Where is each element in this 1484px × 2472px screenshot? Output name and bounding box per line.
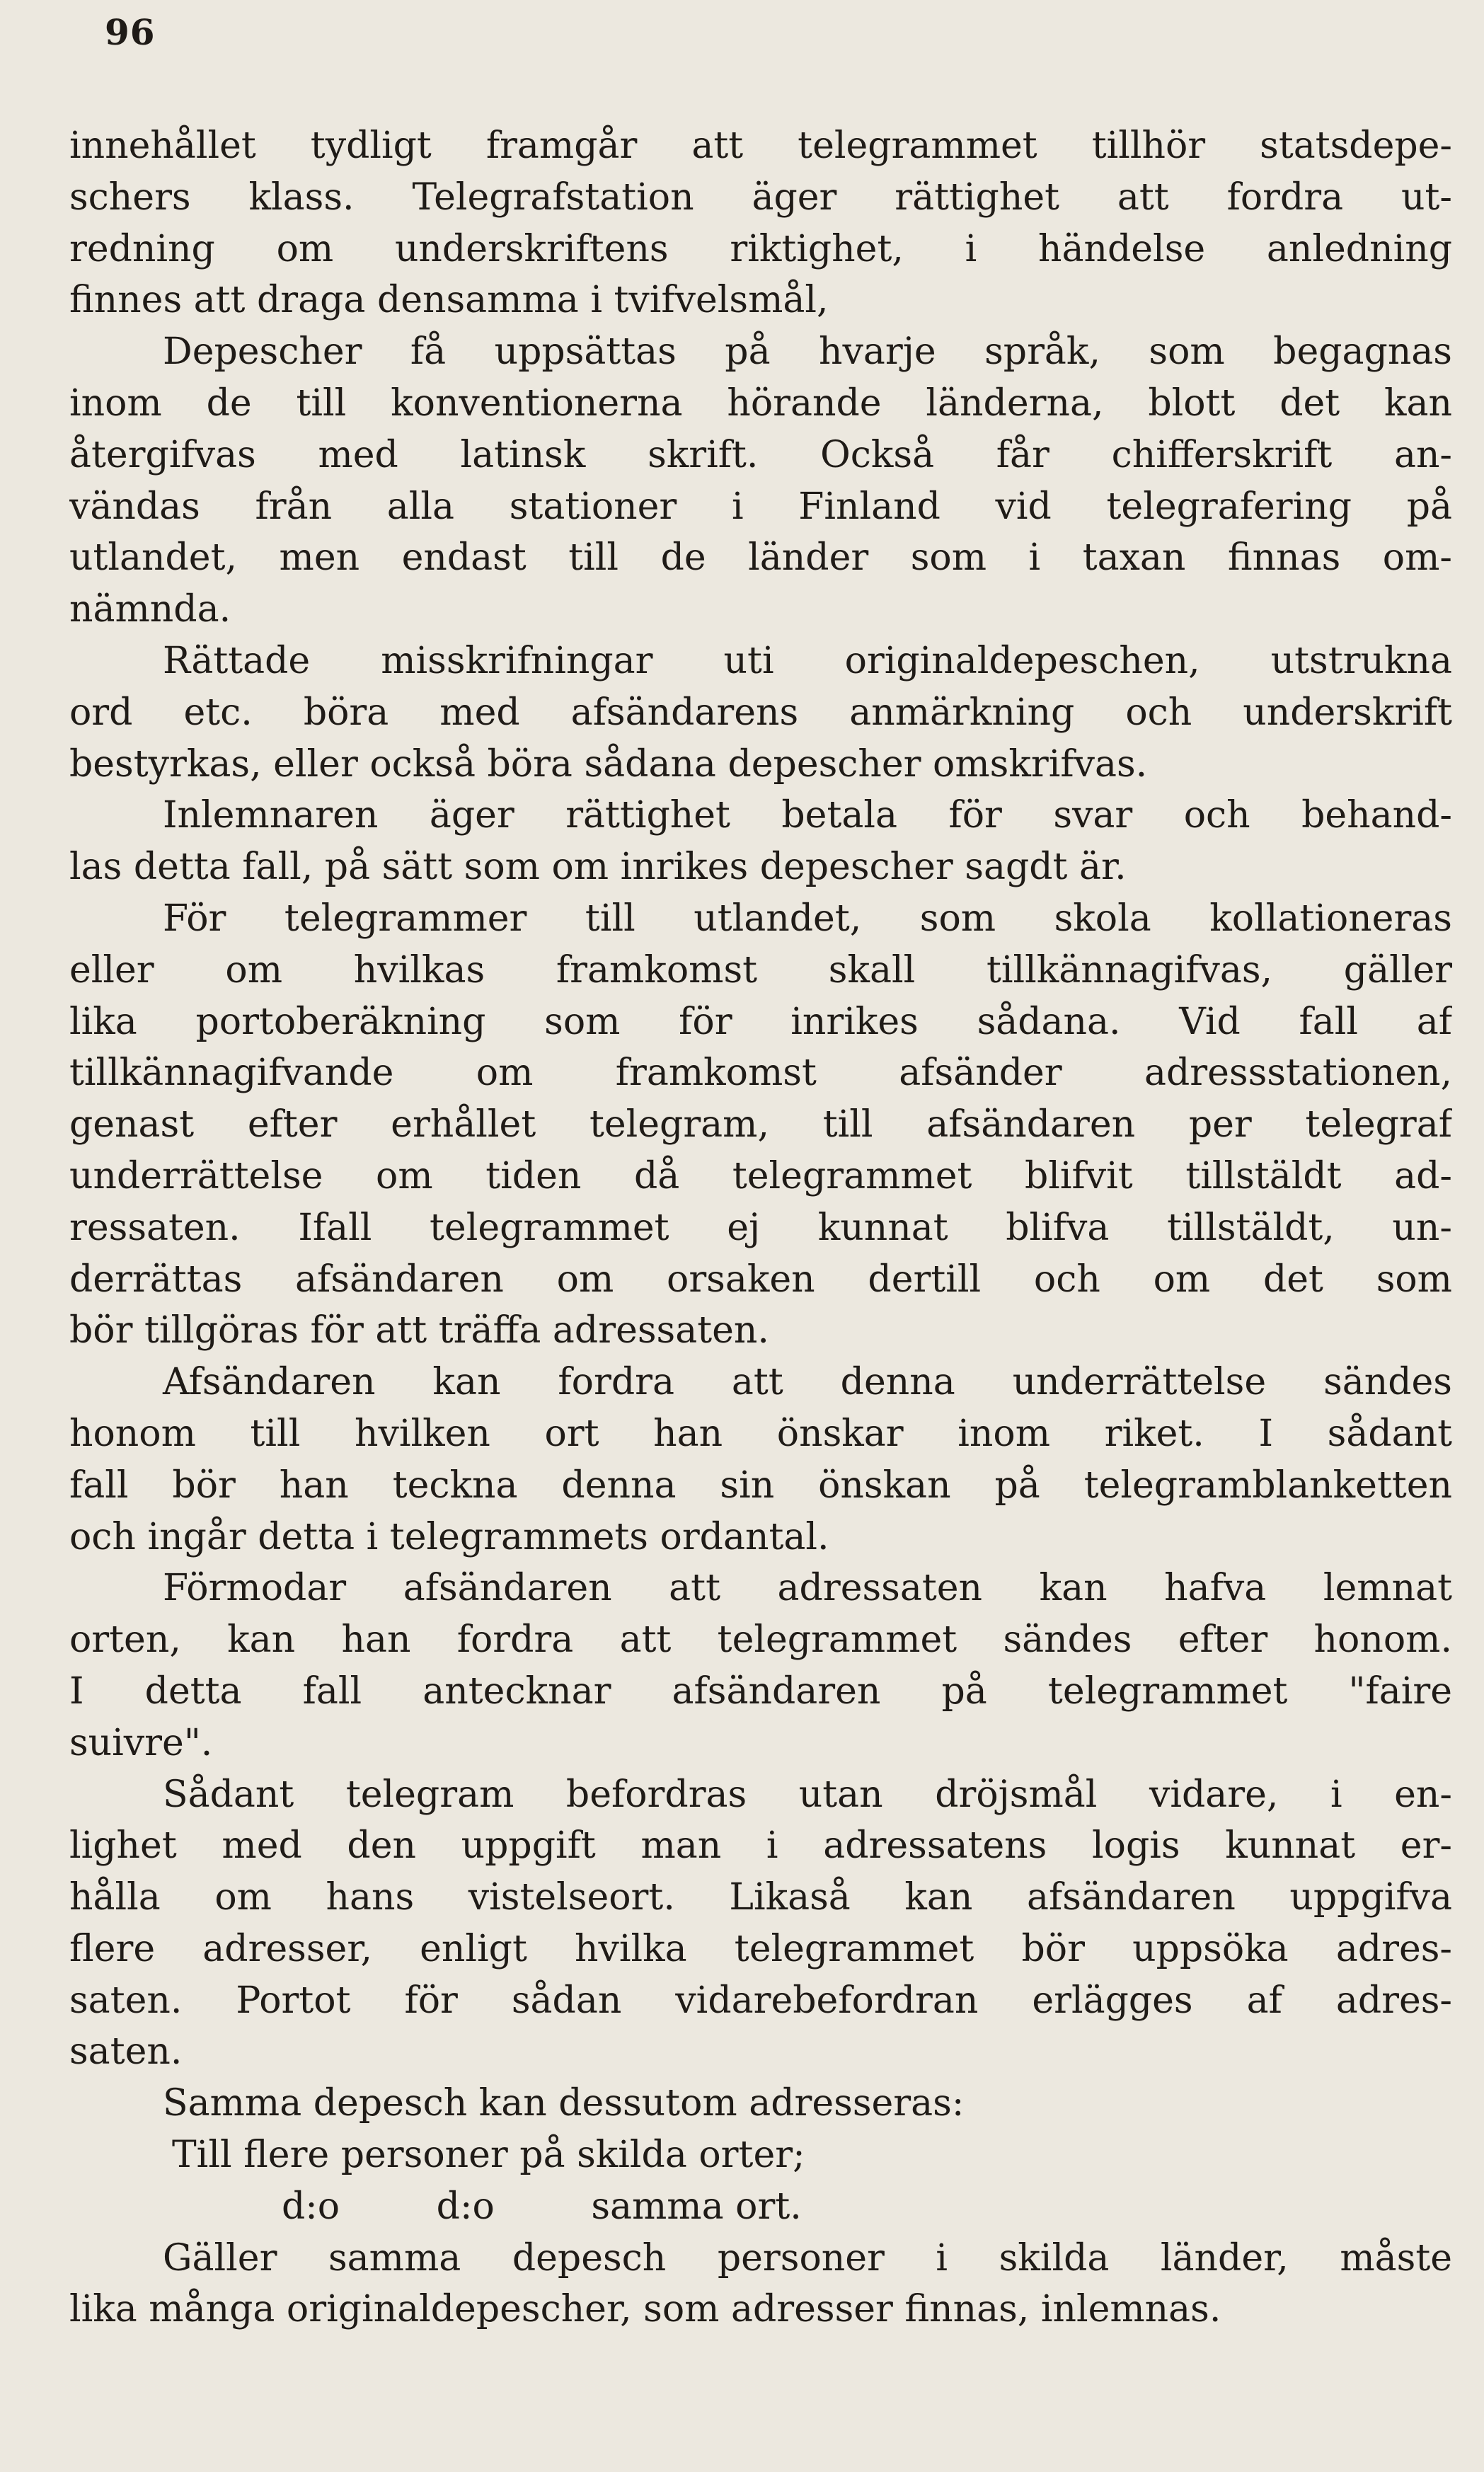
ditto-second: d:o (436, 2185, 495, 2228)
text-line: lighet med den uppgift man i adressatens logis kunnat er- (69, 1824, 1452, 1868)
paragraph-start: Samma depesch kan dessutom adresseras: (163, 2082, 965, 2125)
text-line: finnes att draga densamma i tvifvelsmål, (69, 279, 829, 322)
text-line: derrättas afsändaren om orsaken dertill och om det som (69, 1258, 1452, 1301)
text-line: saten. Portot för sådan vidarebefordran erlägges af adres- (69, 1979, 1452, 2022)
text-line: saten. (69, 2030, 183, 2074)
text-line: suivre". (69, 1721, 213, 1764)
text-line: hålla om hans vistelseort. Likaså kan afsändaren uppgifva (69, 1876, 1452, 1919)
text-line: ressaten. Ifall telegrammet ej kunnat blifva tillstäldt, un- (69, 1206, 1452, 1249)
body-text (69, 120, 1452, 2335)
paragraph-start: Rättade misskrifningar uti originaldepeschen, utstrukna (163, 639, 1452, 682)
paragraph-start: Sådant telegram befordras utan dröjsmål vidare, i en- (163, 1773, 1452, 1816)
text-line: och ingår detta i telegrammets ordantal. (69, 1515, 829, 1558)
text-line: I detta fall antecknar afsändaren på telegrammet "faire (69, 1669, 1452, 1713)
ditto-third: samma ort. (591, 2185, 802, 2228)
list-line: Till flere personer på skilda orter; (172, 2134, 805, 2177)
text-line: innehållet tydligt framgår att telegrammet tillhör statsdepe- (69, 125, 1452, 167)
text-line: flere adresser, enligt hvilka telegrammet bör uppsöka adres- (69, 1927, 1452, 1970)
text-line: schers klass. Telegrafstation äger rättighet att fordra ut- (69, 176, 1452, 219)
ditto-line (69, 2181, 1452, 2233)
paragraph-start: Gäller samma depesch personer i skilda länder, måste (163, 2236, 1452, 2280)
paragraph-start: Förmodar afsändaren att adressaten kan hafva lemnat (163, 1567, 1452, 1610)
text-line: nämnda. (69, 588, 231, 631)
text-line: vändas från alla stationer i Finland vid telegrafering på (69, 485, 1452, 528)
text-line: återgifvas med latinsk skrift. Också får chifferskrift an- (69, 433, 1452, 476)
text-line: ord etc. böra med afsändarens anmärkning och underskrift (69, 691, 1452, 734)
paragraph-start: För telegrammer till utlandet, som skola kollationeras (163, 897, 1452, 940)
text-line: underrättelse om tiden då telegrammet blifvit tillstäldt ad- (69, 1154, 1452, 1197)
paragraph-start: Inlemnaren äger rättighet betala för svar och behand- (163, 794, 1452, 837)
text-line: lika portoberäkning som för inrikes sådana. Vid fall af (69, 1000, 1452, 1043)
text-line: redning om underskriftens riktighet, i händelse anledning (69, 227, 1452, 270)
text-line: honom till hvilken ort han önskar inom riket. I sådant (69, 1412, 1452, 1455)
text-line: bestyrkas, eller också böra sådana depescher omskrifvas. (69, 742, 1148, 786)
page-number: 96 (105, 11, 156, 53)
text-line: fall bör han teckna denna sin önskan på telegramblanketten (69, 1464, 1452, 1507)
text-line: tillkännagifvande om framkomst afsänder adressstationen, (69, 1052, 1452, 1095)
text-line: genast efter erhållet telegram, till afsändaren per telegraf (69, 1103, 1452, 1146)
ditto-first: d:o (282, 2185, 340, 2228)
text-line: bör tillgöras för att träffa adressaten. (69, 1309, 769, 1352)
text-line: eller om hvilkas framkomst skall tillkännagifvas, gäller (69, 948, 1452, 991)
text-line: las detta fall, på sätt som om inrikes depescher sagdt är. (69, 846, 1127, 889)
paragraph-start: Depescher få uppsättas på hvarje språk, som begagnas (163, 330, 1452, 374)
text-line: inom de till konventionerna hörande länderna, blott det kan (69, 381, 1452, 425)
text-line: orten, kan han fordra att telegrammet sändes efter honom. (69, 1619, 1452, 1662)
paragraph-start: Afsändaren kan fordra att denna underrättelse sändes (163, 1361, 1452, 1404)
text-line: lika många originaldepescher, som adresser finnas, inlemnas. (69, 2288, 1221, 2331)
text-line: utlandet, men endast till de länder som i taxan finnas om- (69, 536, 1452, 580)
